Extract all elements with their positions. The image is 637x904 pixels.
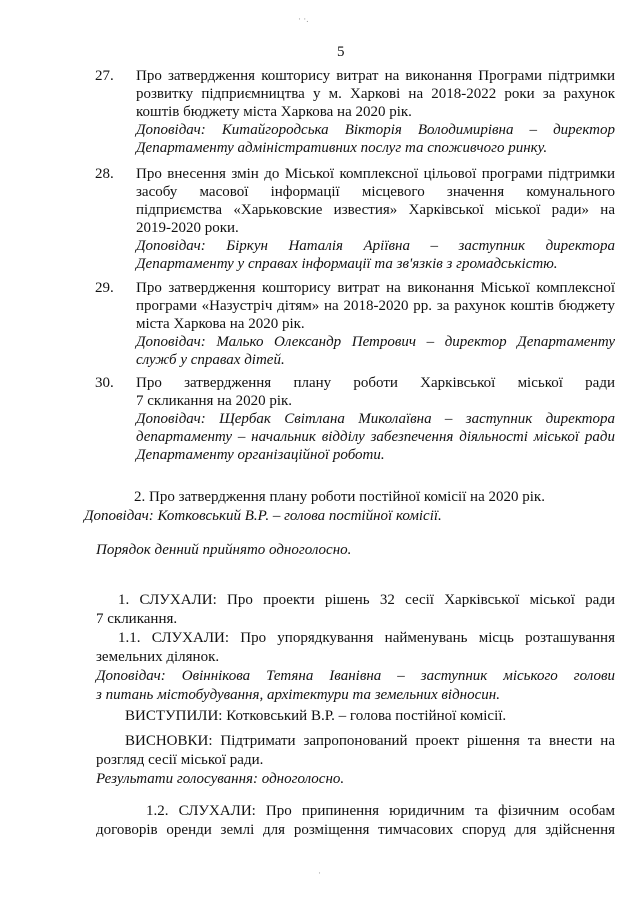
heard-1-1-line: земельних ділянок. (96, 649, 220, 665)
heard-1-1 (96, 629, 615, 705)
item-text-line: засобу масової інформації місцевого значення комунального (136, 184, 615, 200)
item-text-line: Про внесення змін до Міської комплексної цільової програми підтримки (136, 166, 615, 182)
scan-artifact: · ·. (298, 14, 309, 24)
speaker-line: департаменту – начальник відділу забезпечення діяльності міської ради (136, 429, 615, 445)
item-text-line: Про затвердження кошторису витрат на виконання Програми підтримки (136, 68, 615, 84)
conclusions-line: розгляд сесії міської ради. (96, 752, 264, 768)
speaker-line: Департаменту у справах інформації та зв'язків з громадськістю. (136, 256, 558, 272)
item-number: 29. (95, 280, 114, 296)
speaker-line: служб у справах дітей. (136, 352, 285, 368)
item-number: 27. (95, 68, 114, 84)
item-text-line: міста Харкова на 2020 рік. (136, 316, 305, 332)
heard-1-1-speaker: Доповідач: Овіннікова Тетяна Іванівна – заступник міського голови (96, 668, 615, 684)
heard-1-line: 7 скликання. (96, 611, 178, 627)
item2-text: 2. Про затвердження плану роботи постійної комісії на 2020 рік. (134, 489, 545, 505)
agenda-item-30 (95, 374, 615, 464)
item-text-line: програми «Назустріч дітям» на 2018-2020 рр. за рахунок коштів бюджету (136, 298, 615, 314)
item-text-line: підприємства «Харьковские известия» Харківської міської ради» на (136, 202, 615, 218)
scan-artifact: · (318, 868, 321, 878)
heard-1-line: 1. СЛУХАЛИ: Про проекти рішень 32 сесії Харківської міської ради (118, 592, 615, 608)
speaker-line: Доповідач: Китайгородська Вікторія Володимирівна – директор (136, 122, 615, 138)
agenda-adopted: Порядок денний прийнято одноголосно. (96, 542, 352, 558)
item-text-line: коштів бюджету міста Харкова на 2020 рік. (136, 104, 412, 120)
item-text-line: Про затвердження кошторису витрат на виконання Міської комплексної (136, 280, 615, 296)
heard-1-2-line: договорів оренди землі для розміщення тимчасових споруд для здійснення (96, 822, 615, 838)
heard-1-1-line: 1.1. СЛУХАЛИ: Про упорядкування найменувань місць розташування (118, 630, 615, 646)
speaker-line: Доповідач: Малько Олександр Петрович – директор Департаменту (136, 334, 615, 350)
conclusions (96, 732, 615, 770)
agenda-item-28 (95, 165, 615, 273)
item-number: 30. (95, 375, 114, 391)
speaker-line: Доповідач: Щербак Світлана Миколаївна – заступник директора (136, 411, 615, 427)
heard-1-2-line: 1.2. СЛУХАЛИ: Про припинення юридичним та фізичним особам (146, 803, 615, 819)
agenda-item-29 (95, 279, 615, 369)
vote-result: Результати голосування: одноголосно. (96, 771, 345, 787)
heard-1-2 (96, 802, 615, 840)
item-text-line: 7 скликання на 2020 рік. (136, 393, 293, 409)
heard-1 (96, 591, 615, 629)
speaker-line: Доповідач: Біркун Наталія Аріївна – заступник директора (136, 238, 615, 254)
item-text-line: розвитку підприємництва у м. Харкові на 2018-2022 роки за рахунок (136, 86, 615, 102)
speaker-line: Департаменту адміністративних послуг та споживчого ринку. (136, 140, 548, 156)
heard-1-1-speaker: з питань містобудування, архітектури та земельних відносин. (96, 687, 500, 703)
item2-speaker: Доповідач: Котковський В.Р. – голова постійної комісії. (84, 508, 442, 524)
spoke-line: ВИСТУПИЛИ: Котковський В.Р. – голова постійної комісії. (125, 708, 507, 724)
item-number: 28. (95, 166, 114, 182)
item-text-line: 2019-2020 роки. (136, 220, 239, 236)
page-number: 5 (337, 44, 345, 60)
speaker-line: Департаменту організаційної роботи. (136, 447, 385, 463)
agenda-item-27 (95, 67, 615, 157)
item-text-line: Про затвердження плану роботи Харківської міської ради (136, 375, 615, 391)
conclusions-line: ВИСНОВКИ: Підтримати запропонований проект рішення та внести на (125, 733, 615, 749)
